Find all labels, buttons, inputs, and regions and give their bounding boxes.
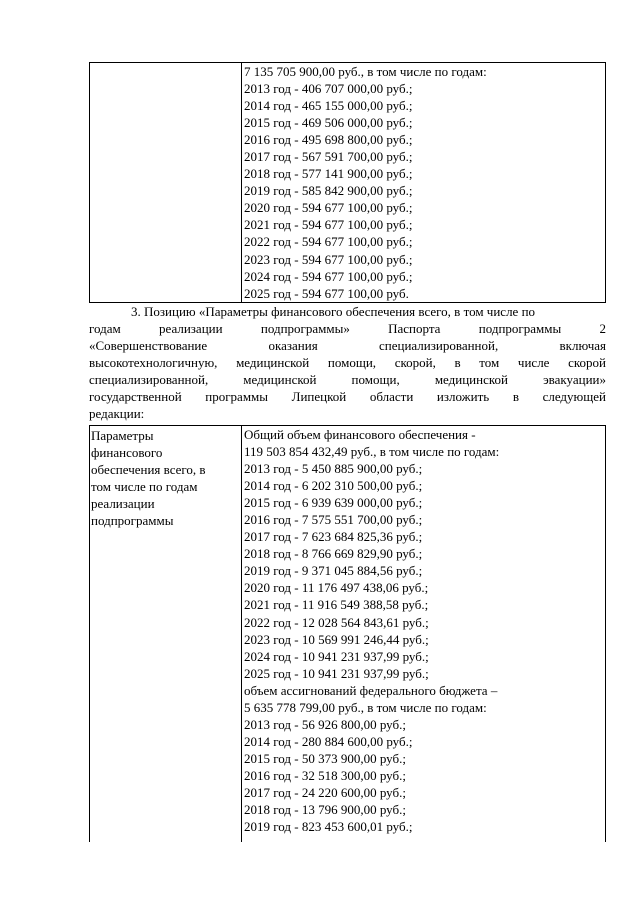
table1-line: 2015 год - 469 506 000,00 руб.; xyxy=(244,115,413,131)
table1-left-cell xyxy=(90,63,242,302)
table2-line: 119 503 854 432,49 руб., в том числе по годам: xyxy=(244,444,500,460)
table2-line: 2020 год - 11 176 497 438,06 руб.; xyxy=(244,580,429,596)
table1-line: 2024 год - 594 677 100,00 руб.; xyxy=(244,268,413,284)
table2-line: 2013 год - 5 450 885 900,00 руб.; xyxy=(244,461,423,477)
table1-line: 2018 год - 577 141 900,00 руб.; xyxy=(244,166,413,182)
table1-right-cell xyxy=(242,63,605,302)
table2-left-line: финансового xyxy=(91,445,163,460)
table2-left-line: подпрограммы xyxy=(91,513,174,528)
table1-line: 2014 год - 465 155 000,00 руб.; xyxy=(244,98,413,114)
table2-line: 2023 год - 10 569 991 246,44 руб.; xyxy=(244,631,429,647)
paragraph-line: годам реализации подпрограммы» Паспорта подпрограммы 2 xyxy=(89,321,606,337)
paragraph-line: высокотехнологичную, медицинской помощи, скорой, в том числе скорой xyxy=(89,355,606,371)
table2-line: 2015 год - 50 373 900,00 руб.; xyxy=(244,750,406,766)
paragraph-line: редакции: xyxy=(89,406,145,422)
table2-line: 2019 год - 9 371 045 884,56 руб.; xyxy=(244,563,423,579)
paragraph-line: «Совершенствование оказания специализированной, включая xyxy=(89,338,606,354)
table1-line: 2021 год - 594 677 100,00 руб.; xyxy=(244,217,413,233)
table1-line: 2022 год - 594 677 100,00 руб.; xyxy=(244,234,413,250)
table2-left-line: Параметры xyxy=(91,428,154,443)
table2-line: 2017 год - 7 623 684 825,36 руб.; xyxy=(244,529,423,545)
table2-line: 2024 год - 10 941 231 937,99 руб.; xyxy=(244,648,429,664)
table1-line: 2016 год - 495 698 800,00 руб.; xyxy=(244,132,413,148)
table1-line: 2019 год - 585 842 900,00 руб.; xyxy=(244,183,413,199)
financing-parameters-table xyxy=(89,425,606,842)
table1-line: 2020 год - 594 677 100,00 руб.; xyxy=(244,200,413,216)
table2-line: 2016 год - 32 518 300,00 руб.; xyxy=(244,767,406,783)
table1-line: 2017 год - 567 591 700,00 руб.; xyxy=(244,149,413,165)
table2-right-cell xyxy=(242,426,605,842)
table1-line: 7 135 705 900,00 руб., в том числе по годам: xyxy=(244,64,487,79)
table2-left-line: реализации xyxy=(91,496,155,511)
table2-line: объем ассигнований федерального бюджета – xyxy=(244,682,498,698)
table2-line: 5 635 778 799,00 руб., в том числе по годам: xyxy=(244,699,487,715)
financing-table-continuation xyxy=(89,62,606,303)
table2-line: 2019 год - 823 453 600,01 руб.; xyxy=(244,819,413,835)
paragraph-line: специализированной, медицинской помощи, медицинской эвакуации» xyxy=(89,372,606,388)
table2-line: 2015 год - 6 939 639 000,00 руб.; xyxy=(244,495,423,511)
table2-line: 2018 год - 13 796 900,00 руб.; xyxy=(244,802,406,818)
table2-line: 2014 год - 280 884 600,00 руб.; xyxy=(244,733,413,749)
table2-line: 2014 год - 6 202 310 500,00 руб.; xyxy=(244,478,423,494)
amendment-paragraph xyxy=(89,303,606,422)
table1-line: 2013 год - 406 707 000,00 руб.; xyxy=(244,81,413,97)
table2-line: 2018 год - 8 766 669 829,90 руб.; xyxy=(244,546,423,562)
table2-line: 2022 год - 12 028 564 843,61 руб.; xyxy=(244,614,429,630)
table2-left-line: том числе по годам xyxy=(91,479,198,494)
table2-line: 2025 год - 10 941 231 937,99 руб.; xyxy=(244,665,429,681)
table1-line: 2025 год - 594 677 100,00 руб. xyxy=(244,285,409,301)
paragraph-line: 3. Позицию «Параметры финансового обеспечения всего, в том числе по xyxy=(131,304,536,319)
paragraph-line: государственной программы Липецкой области изложить в следующей xyxy=(89,389,606,405)
table2-line: 2016 год - 7 575 551 700,00 руб.; xyxy=(244,512,423,528)
table1-line: 2023 год - 594 677 100,00 руб.; xyxy=(244,251,413,267)
table2-left-line: обеспечения всего, в xyxy=(91,462,206,477)
table2-line: Общий объем финансового обеспечения - xyxy=(244,427,476,442)
table2-left-cell xyxy=(90,426,242,842)
table2-line: 2013 год - 56 926 800,00 руб.; xyxy=(244,716,406,732)
table2-line: 2021 год - 11 916 549 388,58 руб.; xyxy=(244,597,429,613)
table2-line: 2017 год - 24 220 600,00 руб.; xyxy=(244,784,406,800)
